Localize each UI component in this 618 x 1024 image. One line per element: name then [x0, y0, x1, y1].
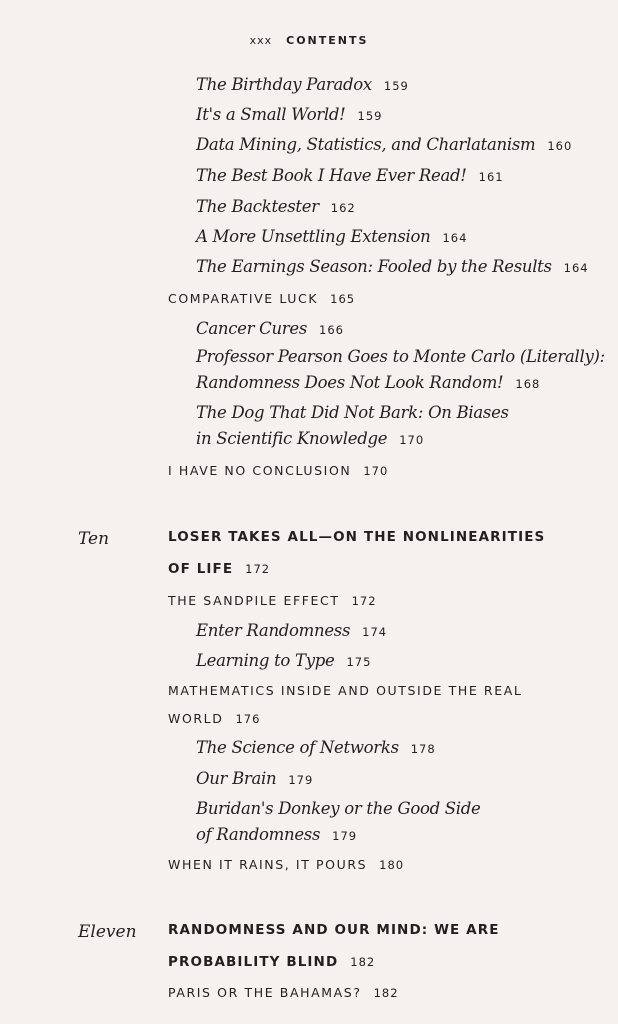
toc-entry: A More Unsettling Extension 164: [196, 227, 468, 246]
chapter-number: Ten: [78, 529, 110, 549]
chapter-number: Eleven: [78, 922, 137, 942]
toc-entry: in Scientific Knowledge 170: [196, 429, 425, 448]
chapter-title: RANDOMNESS AND OUR MIND: WE ARE: [168, 922, 500, 938]
toc-section: WHEN IT RAINS, IT POURS 180: [168, 857, 405, 872]
toc-entry: The Birthday Paradox 159: [196, 75, 409, 94]
toc-entry: The Science of Networks 178: [196, 738, 436, 757]
toc-entry: Data Mining, Statistics, and Charlatanism 160: [196, 135, 573, 154]
chapter-title: LOSER TAKES ALL—ON THE NONLINEARITIES: [168, 529, 546, 545]
toc-entry: Professor Pearson Goes to Monte Carlo (Literally):: [196, 347, 605, 366]
chapter-title: OF LIFE 172: [168, 561, 271, 577]
toc-section: MATHEMATICS INSIDE AND OUTSIDE THE REAL: [168, 683, 523, 698]
toc-entry: Randomness Does Not Look Random! 168: [196, 373, 541, 392]
toc-section: WORLD 176: [168, 711, 261, 726]
toc-section: THE SANDPILE EFFECT 172: [168, 593, 377, 608]
running-header: [0, 34, 618, 47]
toc-entry: Buridan's Donkey or the Good Side: [196, 799, 481, 818]
toc-entry: The Best Book I Have Ever Read! 161: [196, 166, 504, 185]
toc-entry: The Dog That Did Not Bark: On Biases: [196, 403, 509, 422]
toc-section: COMPARATIVE LUCK 165: [168, 291, 356, 306]
toc-section: I HAVE NO CONCLUSION 170: [168, 463, 389, 478]
toc-entry: Our Brain 179: [196, 769, 314, 788]
toc-entry: Learning to Type 175: [196, 651, 372, 670]
toc-entry: The Earnings Season: Fooled by the Results 164: [196, 257, 589, 276]
toc-entry: It's a Small World! 159: [196, 105, 383, 124]
page-title: CONTENTS: [286, 34, 369, 47]
toc-entry: The Backtester 162: [196, 197, 356, 216]
chapter-title: PROBABILITY BLIND 182: [168, 954, 376, 970]
toc-entry: of Randomness 179: [196, 825, 358, 844]
toc-entry: Cancer Cures 166: [196, 319, 344, 338]
toc-section: PARIS OR THE BAHAMAS? 182: [168, 985, 399, 1000]
page-number: xxx: [249, 34, 273, 47]
toc-entry: Enter Randomness 174: [196, 621, 388, 640]
